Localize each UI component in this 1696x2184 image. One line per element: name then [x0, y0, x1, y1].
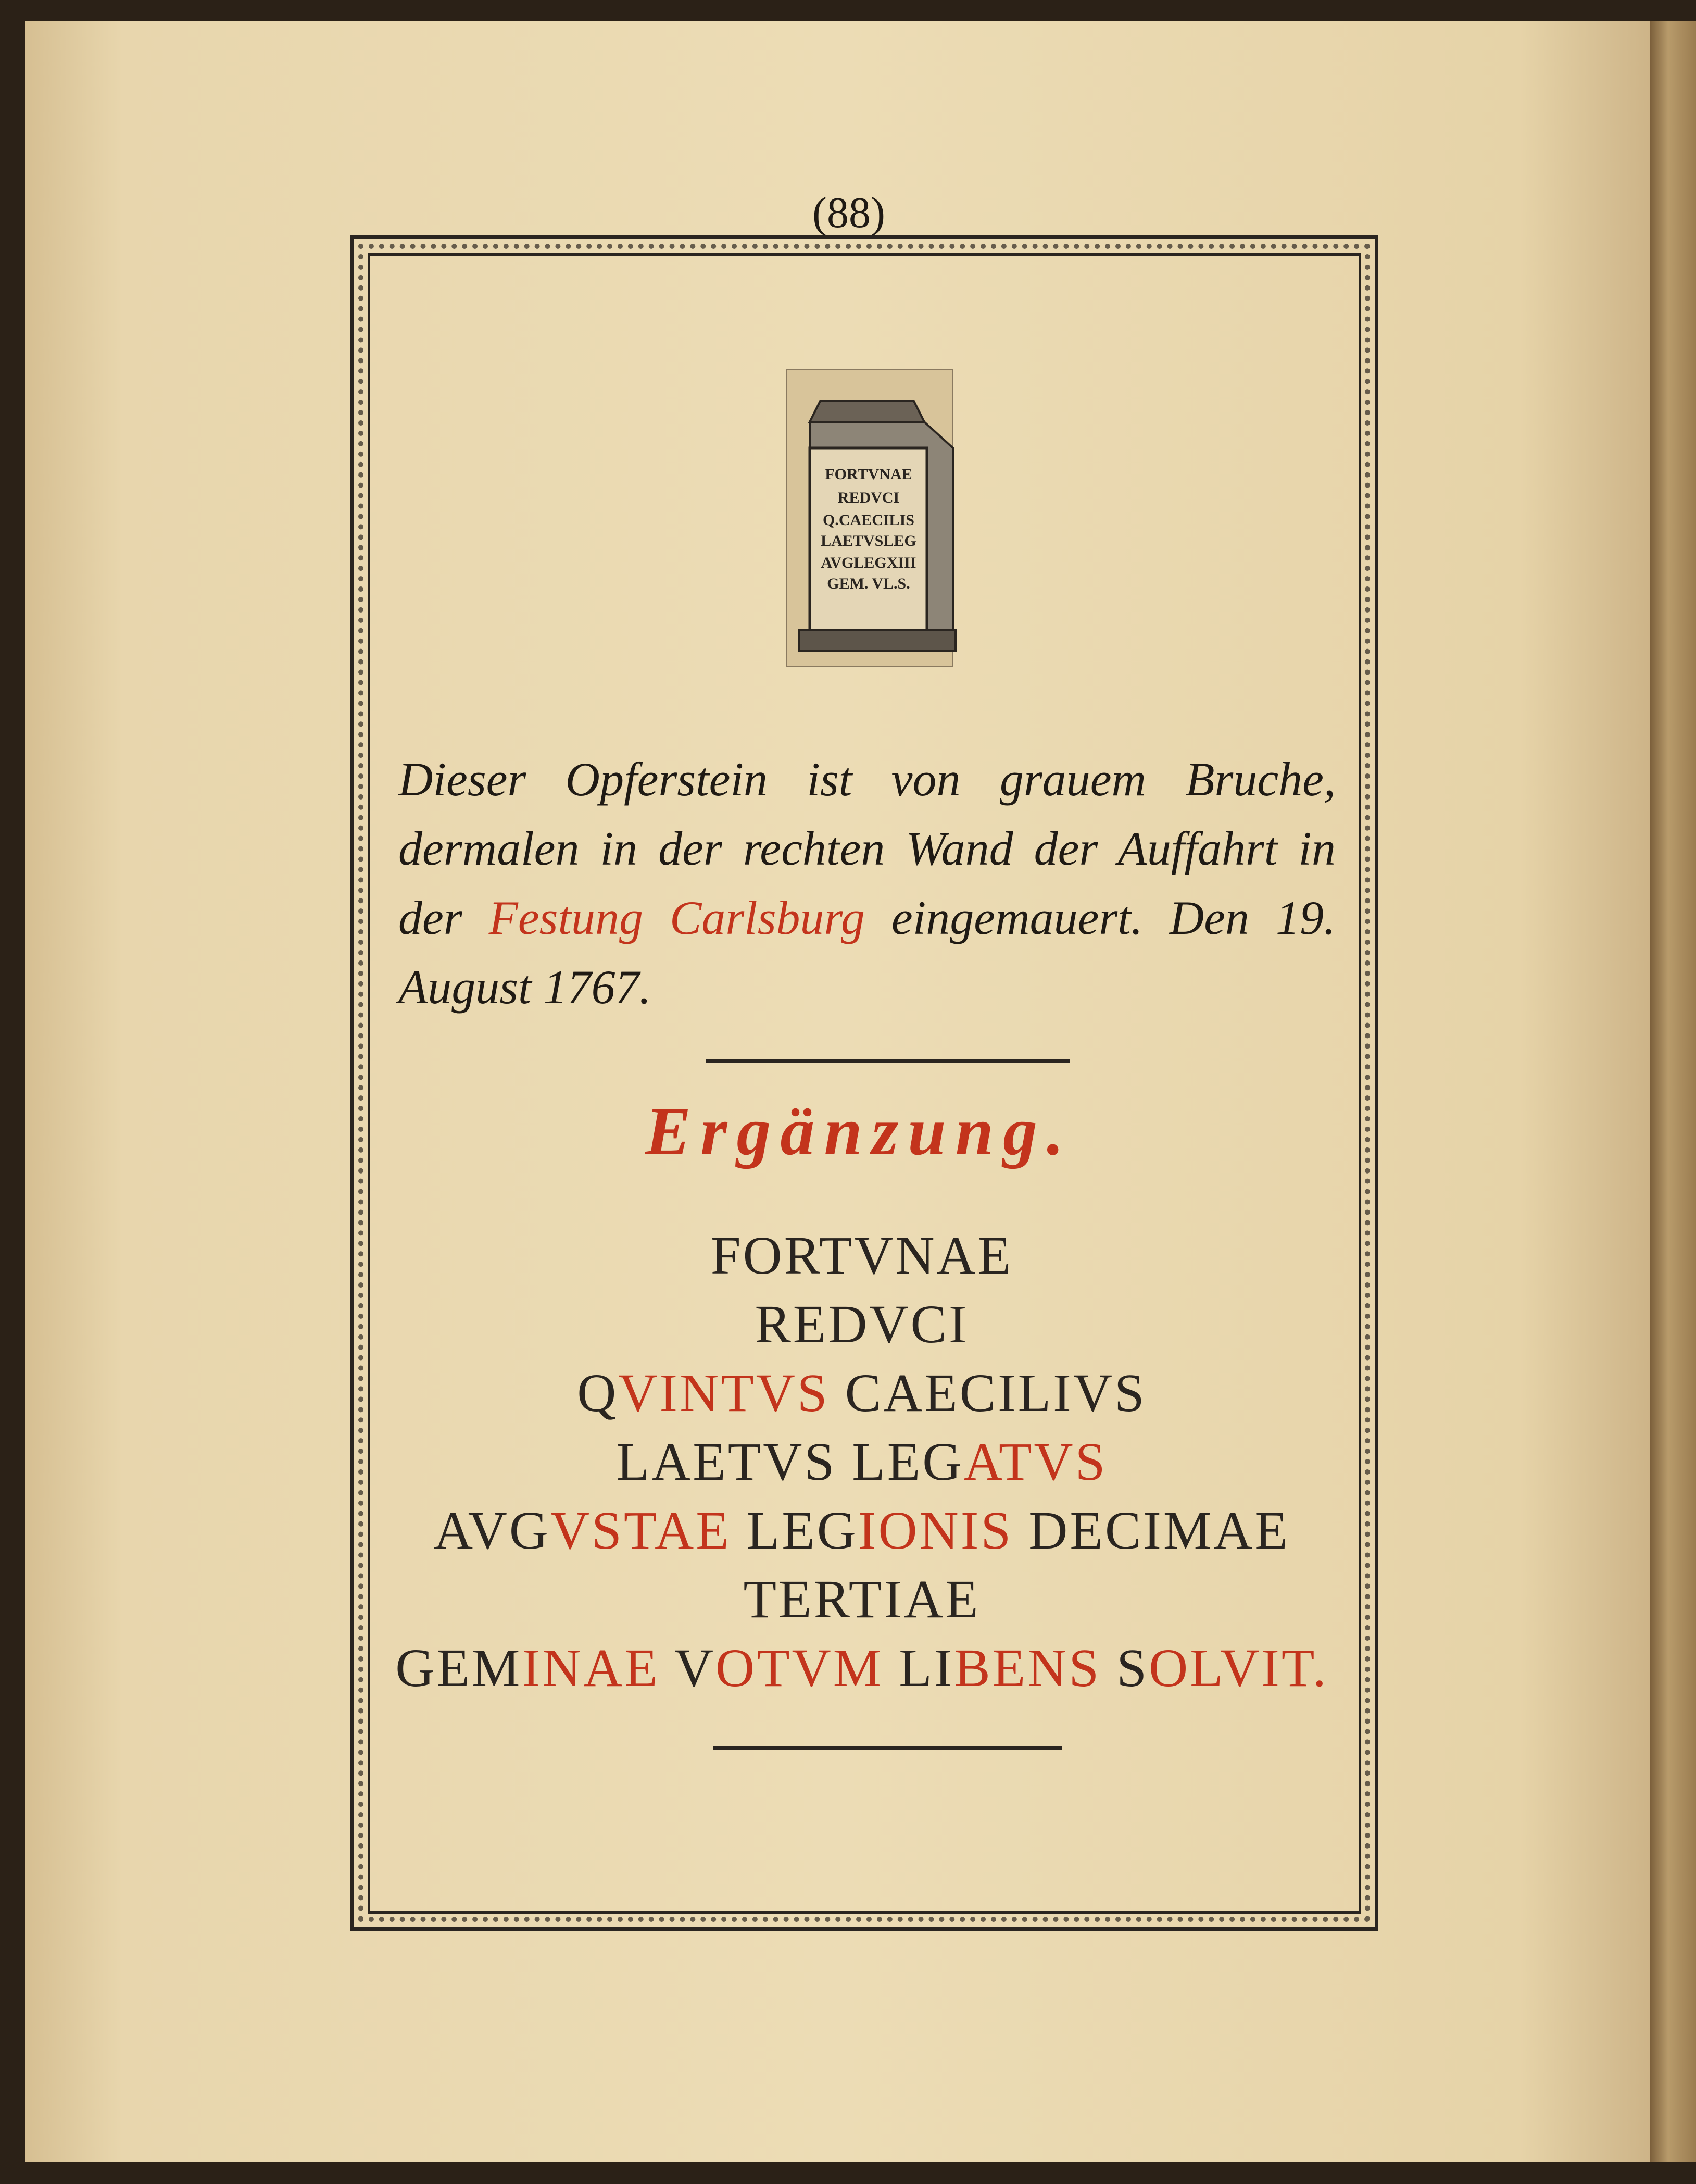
- divider-rule: [713, 1746, 1062, 1750]
- restoration-line: TERTIAE: [743, 1569, 981, 1629]
- section-heading: Ergänzung.: [645, 1093, 1074, 1169]
- restored-segment: ATVS: [963, 1432, 1108, 1492]
- original-segment: AVG: [434, 1501, 550, 1561]
- page-number: (88): [812, 189, 885, 237]
- inscription-line: LAETVSLEG: [821, 532, 916, 550]
- restoration-line: [375, 1634, 1349, 1703]
- restored-segment: INAE: [522, 1638, 660, 1698]
- restoration-line: [375, 1496, 1349, 1565]
- original-segment: DECIMAE: [1013, 1501, 1290, 1561]
- original-segment: V: [659, 1638, 715, 1698]
- inscription-line: Q.CAECILIS: [823, 511, 914, 529]
- original-segment: LI: [883, 1638, 954, 1698]
- inscription-line: FORTVNAE: [825, 466, 912, 483]
- restored-segment: OLVIT.: [1149, 1638, 1328, 1698]
- restored-inscription: [375, 1221, 1349, 1703]
- restored-segment: IONIS: [858, 1501, 1013, 1561]
- original-segment: S: [1101, 1638, 1149, 1698]
- inscription-line: GEM. VL.S.: [827, 575, 910, 592]
- restored-segment: OTVM: [715, 1638, 884, 1698]
- restoration-line: [375, 1428, 1349, 1496]
- inscription-line: REDVCI: [837, 489, 900, 506]
- fortress-name: Festung Carlsburg: [488, 891, 865, 944]
- restored-segment: VSTAE: [550, 1501, 731, 1561]
- divider-rule: [706, 1059, 1070, 1063]
- description-text: eingemauert. Den 19. August 1767.: [398, 891, 1336, 1014]
- adjacent-page-edge: [1650, 21, 1696, 2162]
- description-paragraph: [398, 745, 1336, 1022]
- description-text: Dieser Opferstein ist von grauem Bruche, dermalen in der rechten Wand der Auffahrt in der: [398, 753, 1336, 944]
- original-segment: CAECILIVS: [829, 1363, 1147, 1423]
- original-segment: Q: [577, 1363, 619, 1423]
- altar-stone-illustration: [771, 359, 969, 677]
- restoration-line: [375, 1359, 1349, 1428]
- restored-segment: BENS: [954, 1638, 1101, 1698]
- original-segment: LEG: [731, 1501, 858, 1561]
- original-segment: LAETVS LEG: [616, 1432, 964, 1492]
- restoration-line: FORTVNAE: [710, 1226, 1013, 1286]
- restoration-line: REDVCI: [755, 1294, 969, 1354]
- original-segment: GEM: [395, 1638, 522, 1698]
- inscription-line: AVGLEGXIII: [821, 554, 916, 571]
- restored-segment: VINTVS: [618, 1363, 830, 1423]
